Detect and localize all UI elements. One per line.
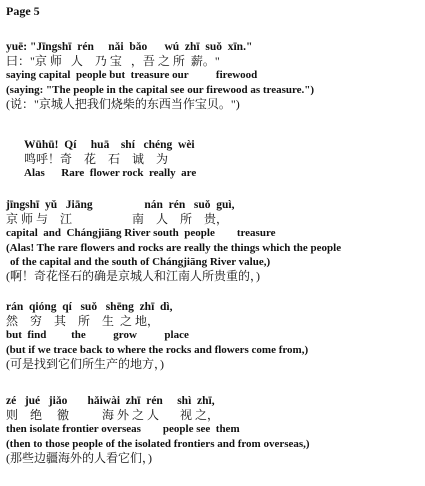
line-py: zé jué jiǎo hǎiwài zhī rén shì zhī, <box>6 395 215 407</box>
line-hz: 鸣呼！奇 花 石 诚 为 <box>24 152 169 167</box>
line-py: jīngshī yǔ Jiāng nán rén suǒ guì, <box>6 199 235 211</box>
line-hz: (那些边疆海外的人看它们，) <box>6 450 152 465</box>
line-hz: 则 绝 徼 海 外 之 人 视 之， <box>6 408 220 423</box>
line-tr: Alas Rare flower rock really are <box>24 167 197 180</box>
line-tr: capital and Chángjiāng River south people treasure <box>6 227 276 240</box>
line-tr: then isolate frontier overseas people see them <box>6 423 240 436</box>
page-label: Page 5 <box>6 4 40 18</box>
line-tr: (Alas! The rare flowers and rocks are really the things which the people <box>6 241 342 254</box>
line-hz: (说："京城人把我们烧柴的东西当作宝贝。") <box>6 96 240 111</box>
line-hz: (可是找到它们所生产的地方，) <box>6 356 164 371</box>
line-hz: 曰："京 师 人 乃 宝 ，吾 之 所 薪。" <box>6 54 220 69</box>
line-py: rán qióng qí suǒ shēng zhī dì, <box>6 301 173 313</box>
line-tr: (then to those people of the isolated frontiers and from overseas,) <box>6 437 310 450</box>
line-tr: (saying: "The people in the capital see our firewood as treasure.") <box>6 83 315 96</box>
line-tr: of the capital and the south of Chángjiāng River value,) <box>10 255 271 268</box>
line-hz: 然 穷 其 所 生 之 地， <box>6 314 160 329</box>
line-tr: saying capital people but treasure our firewood <box>6 69 258 82</box>
line-hz: 京 师 与 江 南 人 所 贵， <box>6 212 229 227</box>
line-tr: but find the grow place <box>6 329 189 342</box>
line-py: Wūhū! Qí huā shí chéng wèi <box>24 139 195 151</box>
line-hz: (啊！奇花怪石的确是京城人和江南人所贵重的，) <box>6 269 260 283</box>
line-tr: (but if we trace back to where the rocks and flowers come from,) <box>6 343 309 356</box>
line-py: yuē: "Jīngshī rén nǎi bǎo wú zhī suǒ xīn." <box>6 41 253 53</box>
